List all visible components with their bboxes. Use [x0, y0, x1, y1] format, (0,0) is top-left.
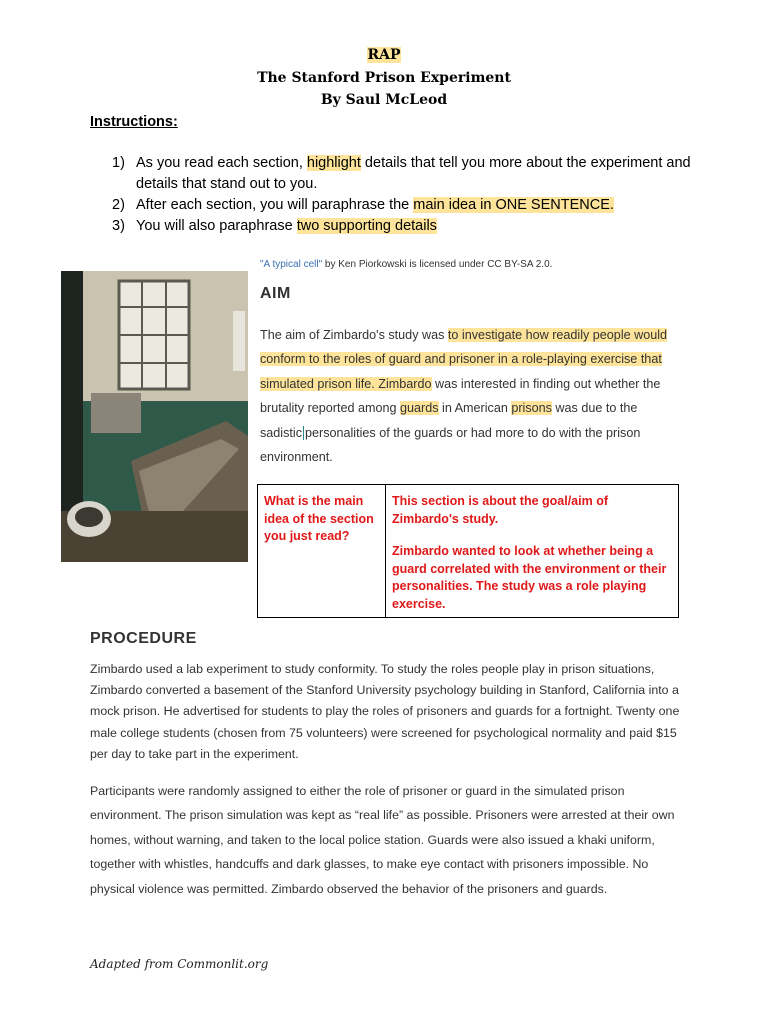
document-title-block — [0, 44, 768, 112]
image-caption: "A typical cell" by Ken Piorkowski is licensed under CC BY-SA 2.0. — [260, 259, 553, 270]
main-idea-table — [257, 484, 679, 618]
highlight-text: main idea in ONE SENTENCE. — [413, 197, 614, 213]
prison-cell-illustration — [61, 271, 248, 562]
highlight-text: prisons — [511, 401, 552, 416]
instruction-item: 1) As you read each section, highlight details that tell you more about the experiment and details that stand out to you. — [112, 155, 691, 192]
instruction-item: 3) You will also paraphrase two supporting details — [112, 218, 437, 234]
procedure-heading: PROCEDURE — [90, 630, 197, 647]
aim-heading: AIM — [260, 285, 291, 302]
aim-paragraph: The aim of Zimbardo's study was to investigate how readily people would conform to the roles of guard and prisoner in a role-playing exercise that simulated prison life. Zimbardo was interested in finding out whether the brutality reported among guards in American prisons was due to the sadistic personalities of the guards or had more to do with the prison environment. — [260, 328, 668, 465]
highlight-text: to investigate how readily people would conform to the roles of guard and prisoner in a role-playing exercise that simulated prison life. Zimbardo — [260, 328, 668, 391]
instructions-heading: Instructions: — [90, 114, 178, 130]
main-idea-answer-cell[interactable] — [386, 485, 678, 617]
main-idea-question: What is the main idea of the section you just read? — [258, 485, 386, 617]
title-author: By Saul McLeod — [320, 92, 448, 108]
text-cursor — [303, 426, 304, 440]
highlight-text: highlight — [306, 155, 361, 171]
prison-cell-photo — [61, 271, 248, 562]
main-idea-answer-1: This section is about the goal/aim of Zimbardo's study. — [392, 494, 608, 526]
highlight-text: guards — [400, 401, 439, 416]
instruction-item: 2) After each section, you will paraphrase the main idea in ONE SENTENCE. — [112, 197, 614, 213]
highlight-text: two supporting details — [296, 218, 437, 234]
procedure-paragraph-2: Participants were randomly assigned to either the role of prisoner or guard in the simulated prison environment. The prison simulation was kept as “real life” as possible. Prisoners were arrested at their own homes, without warning, and taken to the local police station. Guards were also issued a khaki uniform, together with whistles, handcuffs and dark glasses, to make eye contact with prisoners impossible. No physical violence was permitted. Zimbardo observed the behavior of the prisoners and guards. — [90, 784, 675, 896]
main-idea-answer-2: Zimbardo wanted to look at whether being a guard correlated with the environment or their personalities. The study was a role playing exercise. — [392, 544, 667, 611]
caption-link[interactable]: "A typical cell" — [260, 259, 323, 270]
source-footer: Adapted from Commonlit.org — [90, 957, 269, 971]
procedure-paragraph-1: Zimbardo used a lab experiment to study conformity. To study the roles people play in prison situations, Zimbardo converted a basement of the Stanford University psychology building in Stanford, California into a mock prison. He advertised for students to play the roles of prisoners and guards for a fortnight. Twenty one male college students (chosen from 75 volunteers) were screened for psychological normality and paid $15 per day to take part in the experiment. — [90, 662, 680, 761]
title-experiment: The Stanford Prison Experiment — [257, 69, 511, 86]
title-rap: RAP — [367, 47, 401, 63]
instructions-list — [112, 153, 692, 237]
